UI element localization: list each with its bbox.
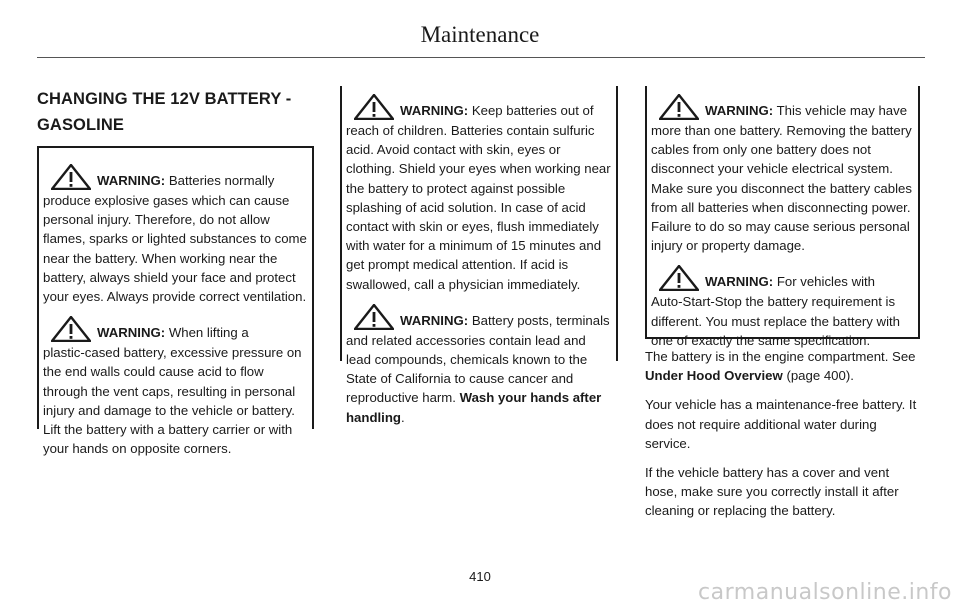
page-header-title: Maintenance: [420, 22, 540, 47]
warning-lifting-battery: [39, 316, 312, 458]
warning-text-start: For vehicles with: [776, 274, 876, 290]
warning-text-start: Keep batteries out of: [471, 102, 594, 118]
warning-text-body: and related accessories contain lead and lead compounds, chemicals known to the State of California to cause cancer and reproductive harm.: [346, 332, 588, 406]
warning-label: WARNING:: [705, 102, 774, 118]
warning-text: plastic-cased battery, excessive pressure on the end walls could cause acid to flow through the vent caps, resulting in personal injury and damage to the vehicle or battery. Lift the battery with a battery carrier or with your hands on opposite corners.: [43, 345, 302, 457]
warning-text: reach of children. Batteries contain sulfuric acid. Avoid contact with skin, eyes or clothing. Shield your eyes when working near the battery to protect against possible splashing of acid solution. In case of acid contact with skin or eyes, flush immediately with water for a minimum of 15 minutes and get prompt medical attention. If acid is swallowed, call a physician immediately.: [346, 123, 611, 292]
warning-text: Auto-Start-Stop the battery requirement is different. You must replace the battery with one of exactly the same specification.: [651, 294, 901, 348]
page-reference: (page 400).: [786, 368, 854, 384]
warning-triangle-icon: [354, 94, 394, 120]
warning-text-start: This vehicle may have: [776, 102, 908, 118]
warning-acid-children: [342, 94, 616, 294]
section-title: CHANGING THE 12V BATTERY - GASOLINE: [37, 90, 292, 134]
warning-text-start: Batteries normally: [168, 172, 275, 188]
warning-explosive-gases: [39, 164, 312, 306]
warning-text-start: Battery posts, terminals: [471, 312, 610, 328]
warning-box-column-3: [645, 86, 920, 348]
warning-box-column-2: [340, 86, 618, 425]
under-hood-overview-link[interactable]: Under Hood Overview: [645, 368, 783, 384]
page-number: 410: [469, 569, 491, 584]
warning-triangle-icon: [659, 265, 699, 291]
warning-text-emphasis: Wash your hands after handling: [346, 390, 602, 425]
warning-auto-start-stop: [647, 265, 918, 350]
battery-location-paragraph: [645, 347, 925, 385]
warning-triangle-icon: [354, 304, 394, 330]
body-paragraphs: [645, 347, 925, 531]
warning-text-tail: .: [400, 409, 405, 425]
warning-label: WARNING:: [97, 172, 166, 188]
warning-text: more than one battery. Removing the battery cables from only one battery does not disconnect your vehicle electrical system. Make sure you disconnect the battery cables from all batteries when disconnecting power. Failure to do so may cause serious personal injury or property damage.: [651, 123, 912, 254]
warning-lead-compounds: [342, 304, 616, 427]
warning-triangle-icon: [51, 316, 91, 342]
warning-label: WARNING:: [97, 325, 166, 341]
warning-triangle-icon: [51, 164, 91, 190]
warning-label: WARNING:: [400, 102, 469, 118]
cover-vent-hose-paragraph: If the vehicle battery has a cover and vent hose, make sure you correctly install it after cleaning or replacing the battery.: [645, 465, 899, 519]
paragraph-text: The battery is in the engine compartment. See: [645, 349, 916, 364]
warning-text: [346, 331, 612, 427]
maintenance-free-paragraph: Your vehicle has a maintenance-free battery. It does not require additional water during service.: [645, 397, 917, 451]
watermark-text: carmanualsonline.info: [698, 580, 952, 605]
warning-box-column-1: [37, 146, 314, 457]
header-divider: [37, 57, 925, 58]
warning-multiple-batteries: [647, 94, 918, 255]
warning-text-start: When lifting a: [168, 325, 249, 341]
warning-label: WARNING:: [400, 312, 469, 328]
warning-label: WARNING:: [705, 274, 774, 290]
warning-text: produce explosive gases which can cause personal injury. Therefore, do not allow flames, sparks or lighted substances to come near the battery. When working near the battery, always shield your face and protect your eyes. Always provide correct ventilation.: [43, 193, 307, 305]
warning-triangle-icon: [659, 94, 699, 120]
